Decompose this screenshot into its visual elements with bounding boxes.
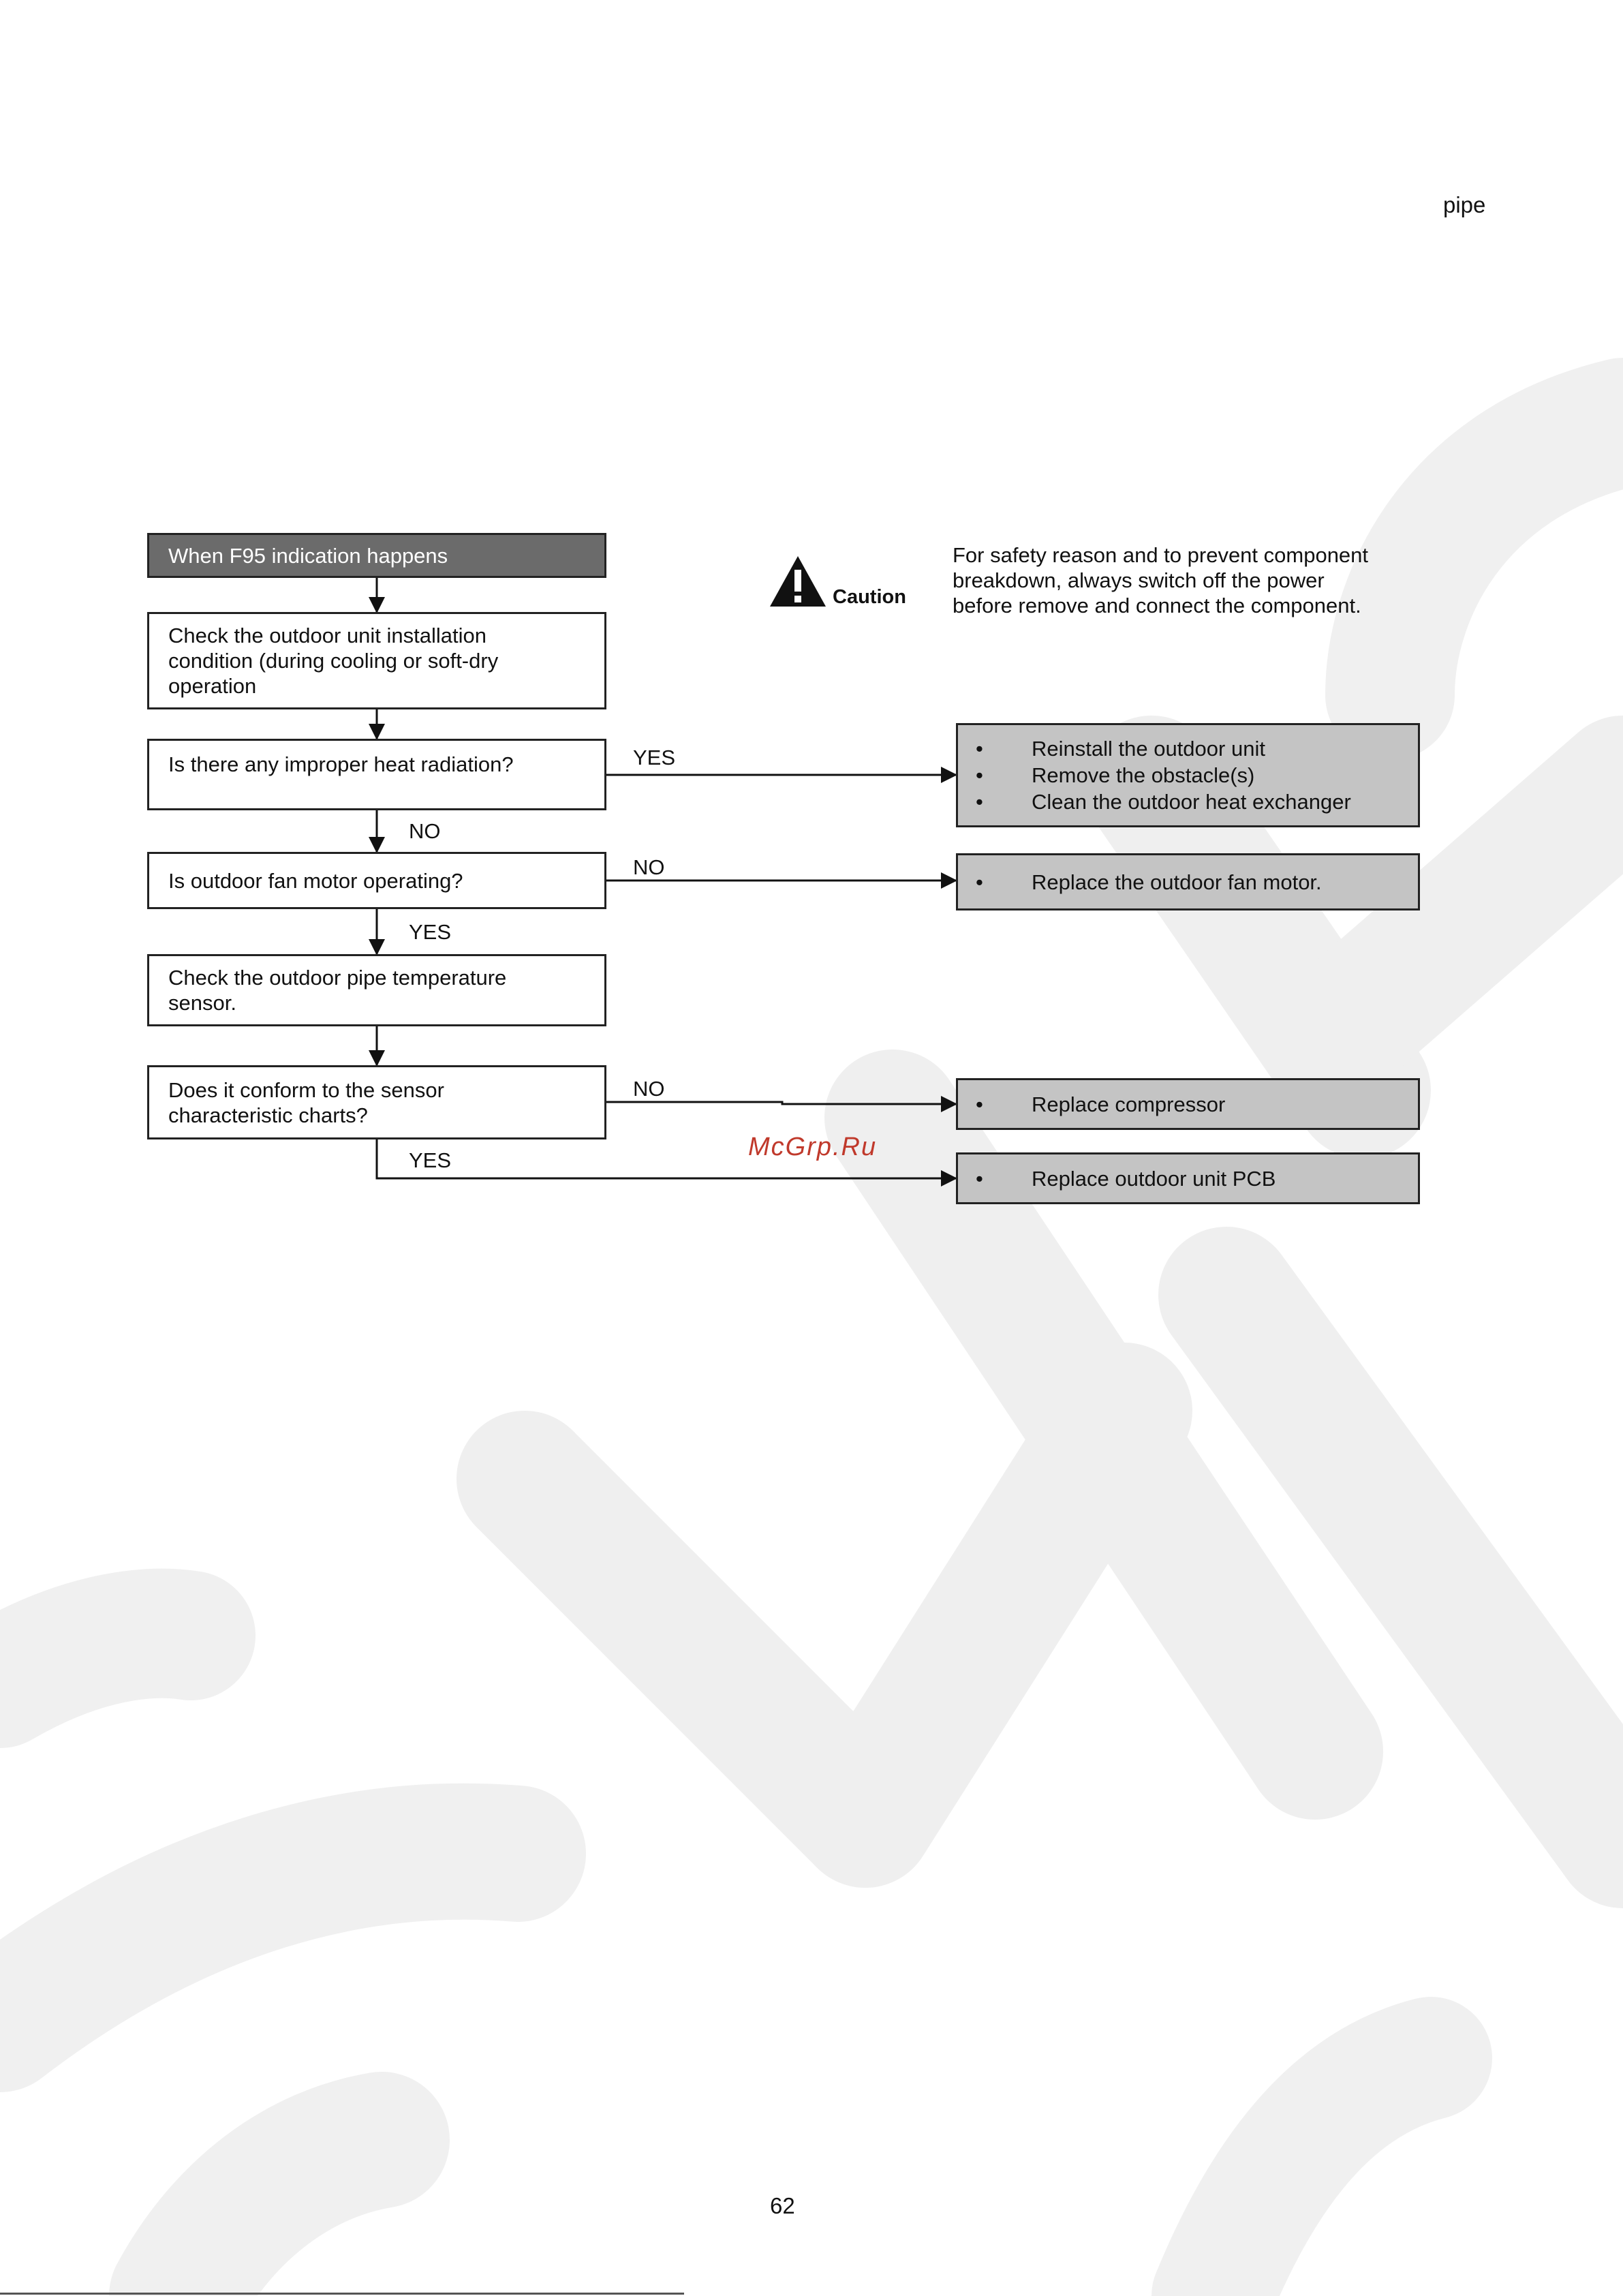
check-sensor-text: Check the outdoor pipe temperature sensor. bbox=[168, 966, 507, 1015]
heat-radiation-question-text: Is there any improper heat radiation? bbox=[168, 752, 514, 776]
label-sensor-yes: YES bbox=[409, 1148, 452, 1172]
result-item-clean-exchanger: • Clean the outdoor heat exchanger bbox=[976, 789, 1351, 815]
heat-radiation-question-box bbox=[147, 739, 606, 810]
label-heat-no: NO bbox=[409, 819, 441, 843]
check-sensor-box bbox=[147, 954, 606, 1026]
result-item-remove-obstacle: • Remove the obstacle(s) bbox=[976, 762, 1351, 789]
label-sensor-no: NO bbox=[633, 1077, 665, 1101]
sensor-conform-question-box bbox=[147, 1065, 606, 1139]
fan-motor-result-list bbox=[976, 869, 1322, 896]
result-item-replace-fan-motor: • Replace the outdoor fan motor. bbox=[976, 869, 1322, 896]
compressor-result-box bbox=[956, 1078, 1420, 1130]
bottom-rule bbox=[0, 2293, 684, 2295]
caution-warning-icon bbox=[769, 555, 827, 608]
start-box bbox=[147, 533, 606, 578]
fan-motor-question-text: Is outdoor fan motor operating? bbox=[168, 868, 463, 893]
corner-word-pipe: pipe bbox=[1443, 192, 1486, 217]
start-box-text: When F95 indication happens bbox=[168, 543, 448, 568]
pcb-result-list bbox=[976, 1165, 1276, 1192]
caution-label: Caution bbox=[833, 586, 906, 608]
fan-motor-result-box bbox=[956, 853, 1420, 910]
page-number: 62 bbox=[770, 2193, 795, 2218]
result-item-reinstall: • Reinstall the outdoor unit bbox=[976, 735, 1351, 762]
heat-radiation-result-list bbox=[976, 735, 1351, 815]
pcb-result-box bbox=[956, 1152, 1420, 1204]
check-installation-text: Check the outdoor unit installation condition (during cooling or soft-dry operation bbox=[168, 624, 499, 698]
label-heat-yes: YES bbox=[633, 746, 676, 769]
fan-motor-question-box bbox=[147, 852, 606, 909]
compressor-result-list bbox=[976, 1091, 1225, 1118]
sensor-conform-question-text: Does it conform to the sensor characteristic charts? bbox=[168, 1077, 444, 1127]
watermark-text: McGrp.Ru bbox=[748, 1133, 878, 1161]
check-installation-box bbox=[147, 612, 606, 709]
heat-radiation-result-box bbox=[956, 723, 1420, 827]
result-item-replace-compressor: • Replace compressor bbox=[976, 1091, 1225, 1118]
label-fan-no: NO bbox=[633, 855, 665, 879]
arrow-sensor-no bbox=[606, 1102, 956, 1104]
label-fan-yes: YES bbox=[409, 920, 452, 944]
caution-text: For safety reason and to prevent component breakdown, always switch off the power before remove and connect the component. bbox=[953, 543, 1369, 617]
result-item-replace-pcb: • Replace outdoor unit PCB bbox=[976, 1165, 1276, 1192]
